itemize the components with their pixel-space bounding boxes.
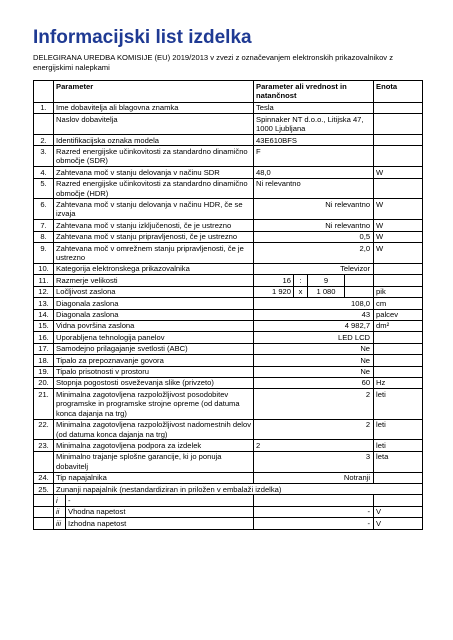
table-row (34, 332, 423, 343)
value-spacer (345, 286, 374, 297)
table-row (34, 135, 423, 146)
row-label: Diagonala zaslona (54, 309, 254, 320)
row-number: 1. (34, 102, 54, 113)
table-row (34, 472, 423, 483)
row-label: Zahtevana moč v omrežnem stanju pripravljenosti, če je ustrezno (54, 243, 254, 264)
row-number: 12. (34, 286, 54, 297)
table-row (34, 343, 423, 354)
table-row (34, 275, 423, 286)
row-value: 43E610BFS (254, 135, 374, 146)
table-row (34, 298, 423, 309)
row-number: 15. (34, 320, 54, 331)
value-part-b: 9 (308, 275, 345, 286)
row-unit: Hz (374, 377, 423, 388)
row-value: 0,5 (254, 231, 374, 242)
row-value: Tesla (254, 102, 374, 113)
row-number: 11. (34, 275, 54, 286)
row-value: Ni relevantno (254, 220, 374, 231)
row-number: 19. (34, 366, 54, 377)
row-number: 14. (34, 309, 54, 320)
row-value: Notranji (254, 472, 374, 483)
row-value: 2 (254, 389, 374, 419)
row-label: Ločljivost zaslona (54, 286, 254, 297)
value-part-b: 1 080 (308, 286, 345, 297)
row-label: Ime dobavitelja ali blagovna znamka (54, 102, 254, 113)
row-value: Ne (254, 355, 374, 366)
row-value: Ni relevantno (254, 199, 374, 220)
header-number-cell (34, 81, 54, 103)
header-unit: Enota (374, 81, 423, 103)
row-value: 2,0 (254, 243, 374, 264)
row-unit (374, 332, 423, 343)
row-unit (374, 366, 423, 377)
row-label: Tip napajalnika (54, 472, 254, 483)
value-spacer (345, 275, 374, 286)
regulation-subtitle: DELEGIRANA UREDBA KOMISIJE (EU) 2019/2013 v zvezi z označevanjem elektronskih prikazovalnikov z energijskimi nalepkami (33, 53, 394, 72)
row-value: Televizor (254, 263, 374, 274)
row-number: 5. (34, 178, 54, 199)
row-label: Zunanji napajalnik (nestandardiziran in priložen v embalaži izdelka) (54, 484, 423, 495)
row-label: Vidna površina zaslona (54, 320, 254, 331)
row-label: Kategorija elektronskega prikazovalnika (54, 263, 254, 274)
value-part-a: 16 (254, 275, 294, 286)
row-value: 4 982,7 (254, 320, 374, 331)
row-unit (374, 178, 423, 199)
psu-roman-index: iii (54, 518, 66, 529)
row-label: Minimalna zagotovljena razpoložljivost nadomestnih delov (od datuma konca dajanja na trg) (54, 419, 254, 440)
row-label: Minimalna zagotovljena razpoložljivost posodobitev programske in programske strojne opreme (od datuma konca dajanja na trg) (54, 389, 254, 419)
page-title: Informacijski list izdelka (33, 27, 252, 48)
table-row (34, 309, 423, 320)
row-unit (374, 114, 423, 135)
row-value: F (254, 146, 374, 167)
table-row (34, 243, 423, 264)
row-label: Uporabljena tehnologija panelov (54, 332, 254, 343)
row-value: 60 (254, 377, 374, 388)
row-unit: palcev (374, 309, 423, 320)
row-value: 108,0 (254, 298, 374, 309)
row-number: 25. (34, 484, 54, 495)
row-unit (374, 472, 423, 483)
table-row (34, 355, 423, 366)
row-unit (374, 146, 423, 167)
row-unit: W (374, 231, 423, 242)
row-value: 2 (254, 419, 374, 440)
psu-row (34, 518, 423, 529)
row-value: 43 (254, 309, 374, 320)
row-value: Ne (254, 366, 374, 377)
row-unit: leti (374, 389, 423, 419)
psu-unit: V (374, 506, 423, 517)
table-row (34, 263, 423, 274)
table-row (34, 146, 423, 167)
row-label: Zahtevana moč v stanju delovanja v načinu SDR (54, 167, 254, 178)
value-separator: : (294, 275, 308, 286)
psu-unit (374, 495, 423, 506)
row-value: 2 (254, 440, 374, 451)
table-row (34, 320, 423, 331)
row-unit (374, 355, 423, 366)
table-row (34, 366, 423, 377)
row-number: 20. (34, 377, 54, 388)
row-label: Tipalo za prepoznavanje govora (54, 355, 254, 366)
table-row (34, 440, 423, 451)
row-label: Tipalo prisotnosti v prostoru (54, 366, 254, 377)
row-number: 9. (34, 243, 54, 264)
row-label: Minimalna zagotovljena podpora za izdelek (54, 440, 254, 451)
row-value: Ni relevantno (254, 178, 374, 199)
row-unit (374, 275, 423, 286)
psu-indent (34, 495, 54, 506)
table-header-row (34, 81, 423, 103)
table-row (34, 102, 423, 113)
row-number: 18. (34, 355, 54, 366)
row-number: 2. (34, 135, 54, 146)
row-value: 3 (254, 451, 374, 472)
table-row (34, 377, 423, 388)
row-unit: leti (374, 440, 423, 451)
row-unit (374, 102, 423, 113)
row-label: Zahtevana moč v stanju pripravljenosti, če je ustrezno (54, 231, 254, 242)
row-value: Ne (254, 343, 374, 354)
psu-value (254, 495, 374, 506)
row-unit (374, 263, 423, 274)
header-value: Parameter ali vrednost in natančnost (254, 81, 374, 103)
row-value: LED LCD (254, 332, 374, 343)
row-label: Diagonala zaslona (54, 298, 254, 309)
row-number: 21. (34, 389, 54, 419)
row-unit: leti (374, 419, 423, 440)
row-unit: cm (374, 298, 423, 309)
table-row (34, 178, 423, 199)
psu-row (34, 495, 423, 506)
value-part-a: 1 920 (254, 286, 294, 297)
psu-label: Vhodna napetost (66, 506, 254, 517)
row-number: 24. (34, 472, 54, 483)
row-label: Zahtevana moč v stanju izključenosti, če je ustrezno (54, 220, 254, 231)
psu-indent (34, 506, 54, 517)
row-label: Razred energijske učinkovitosti za standardno dinamično območje (SDR) (54, 146, 254, 167)
row-number (34, 114, 54, 135)
psu-roman-index: i (54, 495, 66, 506)
row-label: Identifikacijska oznaka modela (54, 135, 254, 146)
psu-value: - (254, 506, 374, 517)
table-row (34, 231, 423, 242)
table-row (34, 419, 423, 440)
row-label: Stopnja pogostosti osveževanja slike (privzeto) (54, 377, 254, 388)
row-value: Spinnaker NT d.o.o., Litijska 47, 1000 Ljubljana (254, 114, 374, 135)
row-number: 8. (34, 231, 54, 242)
row-unit: W (374, 199, 423, 220)
row-unit (374, 135, 423, 146)
psu-label: - (66, 495, 254, 506)
row-label: Razmerje velikosti (54, 275, 254, 286)
table-row (34, 220, 423, 231)
value-separator: x (294, 286, 308, 297)
row-number: 4. (34, 167, 54, 178)
row-value: 48,0 (254, 167, 374, 178)
row-unit: dm² (374, 320, 423, 331)
psu-indent (34, 518, 54, 529)
row-unit (374, 343, 423, 354)
psu-roman-index: ii (54, 506, 66, 517)
row-label: Zahtevana moč v stanju delovanja v načinu HDR, če se izvaja (54, 199, 254, 220)
table-row (34, 484, 423, 495)
row-number (34, 451, 54, 472)
row-label: Samodejno prilagajanje svetlosti (ABC) (54, 343, 254, 354)
table-row (34, 114, 423, 135)
row-number: 16. (34, 332, 54, 343)
psu-value: - (254, 518, 374, 529)
row-label: Razred energijske učinkovitosti za standardno dinamično območje (HDR) (54, 178, 254, 199)
row-unit: W (374, 220, 423, 231)
table-row (34, 199, 423, 220)
row-number: 3. (34, 146, 54, 167)
row-number: 10. (34, 263, 54, 274)
row-number: 7. (34, 220, 54, 231)
psu-unit: V (374, 518, 423, 529)
row-unit: W (374, 243, 423, 264)
row-number: 23. (34, 440, 54, 451)
row-unit: W (374, 167, 423, 178)
row-unit: pik (374, 286, 423, 297)
row-number: 22. (34, 419, 54, 440)
row-label: Naslov dobavitelja (54, 114, 254, 135)
specification-table (33, 80, 423, 530)
row-label: Minimalno trajanje splošne garancije, ki jo ponuja dobavitelj (54, 451, 254, 472)
table-row (34, 286, 423, 297)
table-row (34, 451, 423, 472)
row-number: 6. (34, 199, 54, 220)
table-row (34, 167, 423, 178)
row-number: 13. (34, 298, 54, 309)
psu-label: Izhodna napetost (66, 518, 254, 529)
row-unit: leta (374, 451, 423, 472)
row-number: 17. (34, 343, 54, 354)
header-parameter: Parameter (54, 81, 254, 103)
table-row (34, 389, 423, 419)
psu-row (34, 506, 423, 517)
